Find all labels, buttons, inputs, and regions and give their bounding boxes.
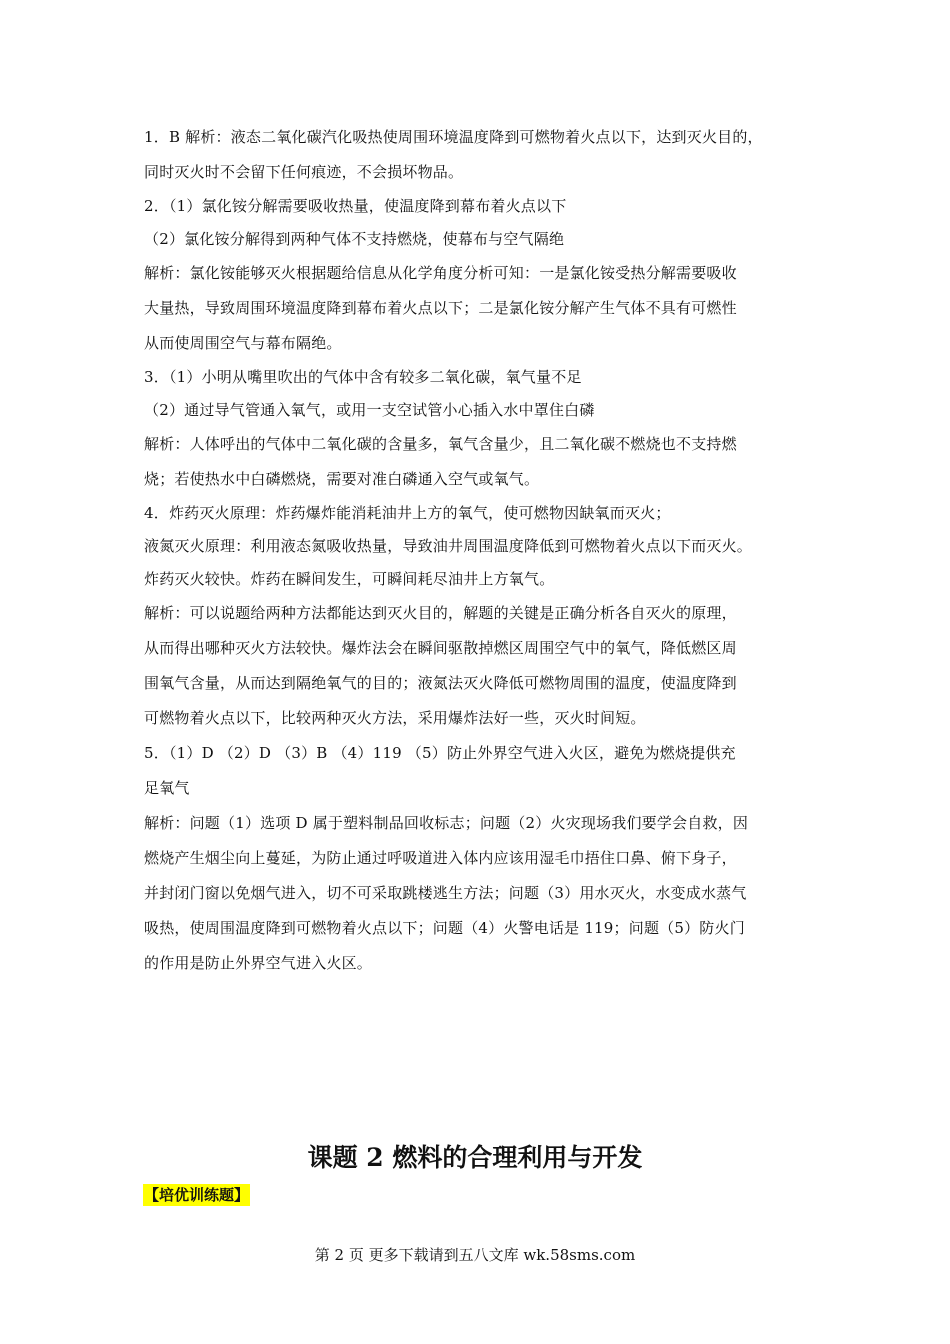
text-line: 1．B 解析：液态二氧化碳汽化吸热使周围环境温度降到可燃物着火点以下，达到灭火目的， [144,128,763,146]
text-line: 解析：人体呼出的气体中二氧化碳的含量多，氧气含量少，且二氧化碳不燃烧也不支持燃 [144,435,737,453]
answer-text-block [144,120,824,981]
text-line: 燃烧产生烟尘向上蔓延，为防止通过呼吸道进入体内应该用湿毛巾捂住口鼻、俯下身子， [144,849,737,867]
text-line: （2）通过导气管通入氧气，或用一支空试管小心插入水中罩住白磷 [144,401,595,419]
text-line: 解析：问题（1）选项 D 属于塑料制品回收标志；问题（2）火灾现场我们要学会自救，因 [144,814,749,832]
text-line: 从而得出哪种灭火方法较快。爆炸法会在瞬间驱散掉燃区周围空气中的氧气，降低燃区周 [144,639,737,657]
page-footer: 第 2 页 更多下载请到五八文库 wk.58sms.com [314,1246,636,1264]
text-line: 吸热，使周围温度降到可燃物着火点以下；问题（4）火警电话是 119；问题（5）防火门 [144,919,745,937]
text-line: 大量热，导致周围环境温度降到幕布着火点以下；二是氯化铵分解产生气体不具有可燃性 [144,299,737,317]
text-line: 炸药灭火较快。炸药在瞬间发生，可瞬间耗尽油井上方氧气。 [144,570,555,588]
text-line: 2．（1）氯化铵分解需要吸收热量，使温度降到幕布着火点以下 [144,197,567,215]
text-line: 从而使周围空气与幕布隔绝。 [144,334,342,352]
text-line: 解析：氯化铵能够灭火根据题给信息从化学角度分析可知：一是氯化铵受热分解需要吸收 [144,264,737,282]
training-tag: 【培优训练题】 [144,1186,250,1204]
text-line: 4．炸药灭火原理：炸药爆炸能消耗油井上方的氧气，使可燃物因缺氧而灭火； [144,504,671,522]
text-line: 5．（1）D （2）D （3）B （4）119 （5）防止外界空气进入火区，避免为燃烧提供充 [144,744,736,762]
text-line: 可燃物着火点以下，比较两种灭火方法，采用爆炸法好一些，灭火时间短。 [144,709,646,727]
text-line: （2）氯化铵分解得到两种气体不支持燃烧，使幕布与空气隔绝 [144,230,565,248]
text-line: 3．（1）小明从嘴里吹出的气体中含有较多二氧化碳，氧气量不足 [144,368,582,386]
text-line: 足氧气 [144,779,190,797]
text-line: 烧；若使热水中白磷燃烧，需要对准白磷通入空气或氧气。 [144,470,540,488]
text-line: 的作用是防止外界空气进入火区。 [144,954,373,972]
text-line: 液氮灭火原理：利用液态氮吸收热量，导致油井周围温度降低到可燃物着火点以下而灭火。 [144,537,753,555]
text-line: 解析：可以说题给两种方法都能达到灭火目的，解题的关键是正确分析各自灭火的原理， [144,604,737,622]
text-line: 并封闭门窗以免烟气进入，切不可采取跳楼逃生方法；问题（3）用水灭火，水变成水蒸气 [144,884,747,902]
text-line: 同时灭火时不会留下任何痕迹，不会损坏物品。 [144,163,464,181]
section-title: 课题 2 燃料的合理利用与开发 [307,1143,643,1172]
text-line: 围氧气含量，从而达到隔绝氧气的目的；液氮法灭火降低可燃物周围的温度，使温度降到 [144,674,737,692]
